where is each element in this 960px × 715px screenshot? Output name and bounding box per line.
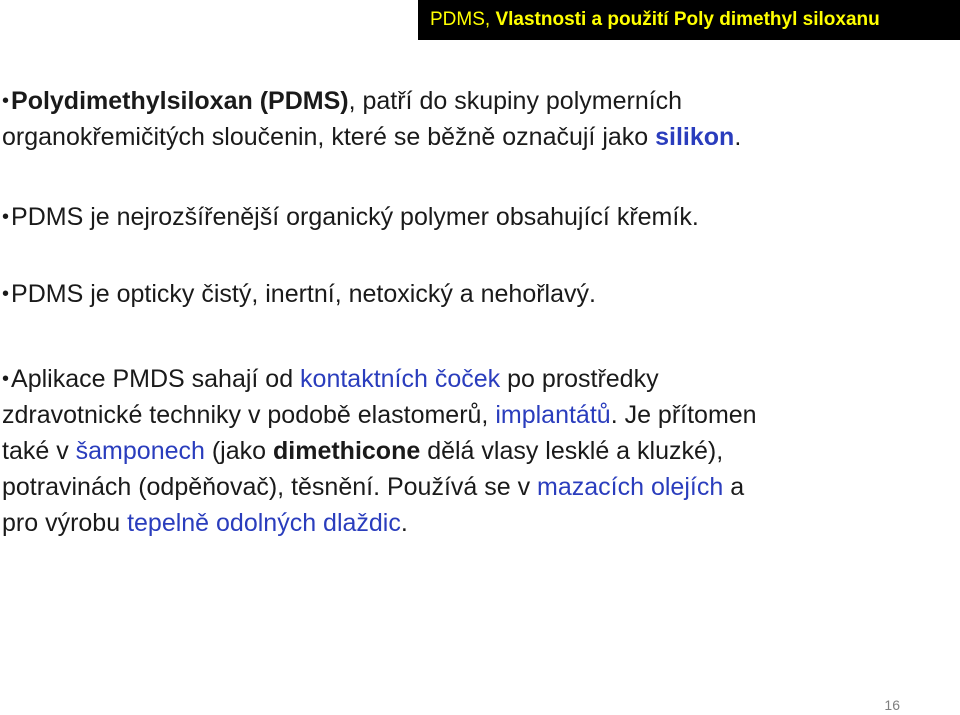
bullet-line xyxy=(2,505,757,541)
text-segment: také v xyxy=(2,437,76,465)
highlighted-term: mazacích olejích xyxy=(537,473,724,501)
text-segment: potravinách (odpěňovač), těsnění. Používá se v xyxy=(2,473,538,501)
bullet-line xyxy=(2,276,596,312)
bullet-line xyxy=(2,433,757,469)
bullet-dot-icon: • xyxy=(2,90,10,112)
text-segment: organokřemičitých sloučenin, které se běžně označují jako xyxy=(2,123,656,151)
bullet-line xyxy=(2,83,741,119)
bullet-line xyxy=(2,361,757,397)
text-segment: PDMS je opticky čistý, inertní, netoxický a nehořlavý. xyxy=(11,280,596,308)
bullet-paragraph-1 xyxy=(2,83,741,155)
text-segment: zdravotnické techniky v podobě elastomerů, xyxy=(2,401,496,429)
bold-term: Polydimethylsiloxan (PDMS) xyxy=(11,87,349,115)
text-segment: PDMS je nejrozšířenější organický polymer obsahující křemík. xyxy=(11,203,699,231)
highlighted-term: silikon xyxy=(655,123,735,151)
bullet-line xyxy=(2,119,741,155)
bullet-line xyxy=(2,469,757,505)
text-segment: po prostředky xyxy=(500,365,659,393)
text-segment: dělá vlasy lesklé a kluzké), xyxy=(420,437,724,465)
bullet-dot-icon: • xyxy=(2,206,10,228)
bold-term: dimethicone xyxy=(273,437,421,465)
bullet-paragraph-4 xyxy=(2,361,757,541)
bullet-line xyxy=(2,199,699,235)
text-segment: pro výrobu xyxy=(2,509,128,537)
page-number: 16 xyxy=(884,697,900,713)
text-segment: Aplikace PMDS sahají od xyxy=(11,365,301,393)
bullet-paragraph-2 xyxy=(2,199,699,235)
text-segment: . xyxy=(400,509,408,537)
text-segment: (jako xyxy=(204,437,273,465)
text-segment: . xyxy=(734,123,742,151)
text-segment: a xyxy=(723,473,745,501)
bullet-dot-icon: • xyxy=(2,283,10,305)
highlighted-term: implantátů xyxy=(495,401,611,429)
bullet-dot-icon: • xyxy=(2,368,10,390)
text-segment: , patří do skupiny polymerních xyxy=(348,87,683,115)
highlighted-term: šamponech xyxy=(75,437,205,465)
highlighted-term: tepelně odolných dlaždic xyxy=(127,509,401,537)
slide-title: Vlastnosti a použití Poly dimethyl siloxanu xyxy=(495,9,880,30)
bullet-line xyxy=(2,397,757,433)
highlighted-term: kontaktních čoček xyxy=(300,365,501,393)
bullet-paragraph-3 xyxy=(2,276,596,312)
slide-title-prefix: PDMS, xyxy=(430,9,496,30)
text-segment: . Je přítomen xyxy=(610,401,757,429)
slide-title-bar xyxy=(418,0,960,40)
